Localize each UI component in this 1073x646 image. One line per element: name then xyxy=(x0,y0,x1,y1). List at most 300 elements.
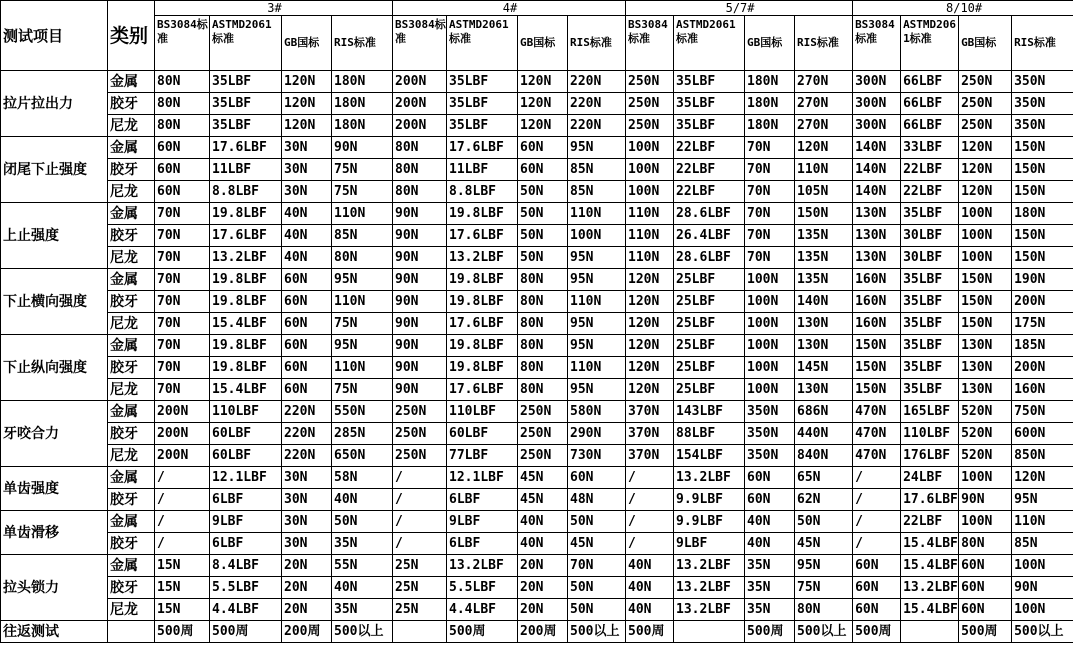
value-cell: 70N xyxy=(155,335,210,357)
value-cell: 6LBF xyxy=(447,489,518,511)
value-cell: 270N xyxy=(795,93,853,115)
value-cell: 60N xyxy=(282,335,332,357)
value-cell: 70N xyxy=(745,159,795,181)
value-cell: 80N xyxy=(155,71,210,93)
value-cell: 19.8LBF xyxy=(210,291,282,313)
value-cell: 48N xyxy=(568,489,626,511)
value-cell: 60N xyxy=(959,599,1012,621)
value-cell: 35LBF xyxy=(210,71,282,93)
category-cell: 胶牙 xyxy=(108,159,155,181)
value-cell: 8.8LBF xyxy=(447,181,518,203)
value-cell: 220N xyxy=(568,115,626,137)
value-cell: 66LBF xyxy=(901,93,959,115)
value-cell: 35LBF xyxy=(447,93,518,115)
value-cell: 88LBF xyxy=(674,423,745,445)
table-row xyxy=(1,555,1073,577)
table-row xyxy=(1,335,1073,357)
table-row xyxy=(1,401,1073,423)
value-cell: 300N xyxy=(853,71,901,93)
group-header-8-10: 8/10# xyxy=(853,1,1073,16)
value-cell: 140N xyxy=(853,137,901,159)
value-cell: 70N xyxy=(745,137,795,159)
value-cell: 300N xyxy=(853,93,901,115)
value-cell: / xyxy=(853,511,901,533)
value-cell: / xyxy=(155,489,210,511)
value-cell: 35N xyxy=(745,555,795,577)
value-cell: 190N xyxy=(1012,269,1073,291)
value-cell: 60LBF xyxy=(210,423,282,445)
value-cell: 13.2LBF xyxy=(674,599,745,621)
header-item: 测试项目 xyxy=(1,1,108,71)
value-cell: 135N xyxy=(795,247,853,269)
value-cell: 13.2LBF xyxy=(674,467,745,489)
value-cell: 220N xyxy=(568,93,626,115)
value-cell: 150N xyxy=(853,357,901,379)
category-cell: 金属 xyxy=(108,511,155,533)
value-cell: 55N xyxy=(332,555,393,577)
standard-header: RIS标准 xyxy=(332,16,393,71)
group-header-3: 3# xyxy=(155,1,393,16)
value-cell: 850N xyxy=(1012,445,1073,467)
value-cell: 90N xyxy=(393,379,447,401)
value-cell: 100N xyxy=(745,335,795,357)
value-cell: / xyxy=(626,467,674,489)
value-cell: 90N xyxy=(393,335,447,357)
value-cell: 66LBF xyxy=(901,115,959,137)
table-row xyxy=(1,181,1073,203)
value-cell: 17.6LBF xyxy=(447,313,518,335)
value-cell: 100N xyxy=(568,225,626,247)
value-cell: 180N xyxy=(745,71,795,93)
value-cell: 25N xyxy=(393,599,447,621)
category-cell: 尼龙 xyxy=(108,115,155,137)
value-cell: 17.6LBF xyxy=(901,489,959,511)
value-cell: 70N xyxy=(745,225,795,247)
value-cell: 100N xyxy=(626,137,674,159)
value-cell: 80N xyxy=(518,269,568,291)
value-cell: 6LBF xyxy=(210,533,282,555)
value-cell: 80N xyxy=(518,379,568,401)
value-cell: 15N xyxy=(155,555,210,577)
table-row xyxy=(1,423,1073,445)
value-cell: 250N xyxy=(518,423,568,445)
value-cell: 110N xyxy=(332,203,393,225)
value-cell: 120N xyxy=(282,71,332,93)
value-cell: 35LBF xyxy=(901,335,959,357)
value-cell: 90N xyxy=(393,291,447,313)
value-cell: 70N xyxy=(155,357,210,379)
value-cell: 95N xyxy=(568,247,626,269)
value-cell: 520N xyxy=(959,445,1012,467)
value-cell: 154LBF xyxy=(674,445,745,467)
value-cell: 75N xyxy=(332,181,393,203)
value-cell: 60N xyxy=(282,291,332,313)
value-cell: 8.8LBF xyxy=(210,181,282,203)
value-cell: 80N xyxy=(393,181,447,203)
value-cell: 90N xyxy=(393,269,447,291)
value-cell: 200N xyxy=(155,445,210,467)
test-item-name: 单齿强度 xyxy=(1,467,108,511)
value-cell: 250N xyxy=(626,115,674,137)
value-cell: 40N xyxy=(332,577,393,599)
category-cell: 胶牙 xyxy=(108,357,155,379)
value-cell: 100N xyxy=(959,203,1012,225)
value-cell: 35N xyxy=(332,533,393,555)
value-cell: 135N xyxy=(795,225,853,247)
value-cell: 200N xyxy=(393,93,447,115)
value-cell: 30N xyxy=(282,137,332,159)
table-row xyxy=(1,621,1073,643)
value-cell: 95N xyxy=(568,379,626,401)
value-cell: 19.8LBF xyxy=(447,357,518,379)
value-cell: 80N xyxy=(518,335,568,357)
value-cell: 100N xyxy=(745,379,795,401)
value-cell: 100N xyxy=(745,291,795,313)
value-cell: 176LBF xyxy=(901,445,959,467)
value-cell: 250N xyxy=(626,71,674,93)
category-cell: 胶牙 xyxy=(108,93,155,115)
table-row xyxy=(1,599,1073,621)
value-cell: 60N xyxy=(282,313,332,335)
value-cell: 110N xyxy=(332,357,393,379)
value-cell: / xyxy=(853,533,901,555)
value-cell: 20N xyxy=(518,555,568,577)
value-cell: 120N xyxy=(626,313,674,335)
value-cell: 80N xyxy=(518,357,568,379)
value-cell: 35LBF xyxy=(901,291,959,313)
value-cell: 150N xyxy=(853,335,901,357)
value-cell: 19.8LBF xyxy=(210,269,282,291)
value-cell: 140N xyxy=(853,181,901,203)
value-cell: 25LBF xyxy=(674,269,745,291)
value-cell: 40N xyxy=(282,203,332,225)
value-cell: 110N xyxy=(568,291,626,313)
value-cell: 110N xyxy=(626,225,674,247)
standard-header: RIS标准 xyxy=(568,16,626,71)
test-item-name: 拉片拉出力 xyxy=(1,71,108,137)
value-cell: 180N xyxy=(745,115,795,137)
value-cell: 80N xyxy=(155,93,210,115)
value-cell: 150N xyxy=(1012,137,1073,159)
value-cell: 110N xyxy=(626,247,674,269)
value-cell: 500周 xyxy=(447,621,518,643)
value-cell: 130N xyxy=(853,225,901,247)
value-cell: 370N xyxy=(626,401,674,423)
value-cell: 9LBF xyxy=(210,511,282,533)
value-cell: 120N xyxy=(795,137,853,159)
value-cell: 500周 xyxy=(853,621,901,643)
value-cell: 22LBF xyxy=(674,137,745,159)
value-cell: 120N xyxy=(959,181,1012,203)
value-cell: 750N xyxy=(1012,401,1073,423)
value-cell: 40N xyxy=(626,599,674,621)
value-cell: 60N xyxy=(155,181,210,203)
value-cell: 130N xyxy=(959,357,1012,379)
value-cell: 60N xyxy=(282,357,332,379)
value-cell: 13.2LBF xyxy=(674,555,745,577)
value-cell: 90N xyxy=(1012,577,1073,599)
value-cell: 110N xyxy=(332,291,393,313)
value-cell: 30LBF xyxy=(901,225,959,247)
value-cell: 40N xyxy=(745,533,795,555)
value-cell: 22LBF xyxy=(674,159,745,181)
value-cell: 60N xyxy=(568,467,626,489)
value-cell xyxy=(393,621,447,643)
value-cell: 730N xyxy=(568,445,626,467)
test-item-name: 拉头锁力 xyxy=(1,555,108,621)
value-cell: 19.8LBF xyxy=(447,269,518,291)
table-row xyxy=(1,115,1073,137)
value-cell: 75N xyxy=(332,313,393,335)
value-cell: 60N xyxy=(853,577,901,599)
value-cell: 650N xyxy=(332,445,393,467)
value-cell: 80N xyxy=(393,137,447,159)
value-cell: 70N xyxy=(155,379,210,401)
value-cell: 15.4LBF xyxy=(210,379,282,401)
value-cell: 150N xyxy=(795,203,853,225)
value-cell: 35N xyxy=(745,599,795,621)
value-cell: 250N xyxy=(393,445,447,467)
value-cell: 250N xyxy=(959,71,1012,93)
value-cell: 120N xyxy=(626,269,674,291)
table-row xyxy=(1,269,1073,291)
value-cell: 95N xyxy=(332,269,393,291)
value-cell: 15.4LBF xyxy=(210,313,282,335)
value-cell: 20N xyxy=(282,555,332,577)
value-cell: 45N xyxy=(518,489,568,511)
category-cell: 胶牙 xyxy=(108,423,155,445)
value-cell: 15.4LBF xyxy=(901,599,959,621)
value-cell: 220N xyxy=(568,71,626,93)
standard-header: ASTMD2061标准 xyxy=(447,16,518,71)
category-cell: 金属 xyxy=(108,71,155,93)
value-cell: 75N xyxy=(332,379,393,401)
table-row xyxy=(1,313,1073,335)
value-cell: 130N xyxy=(959,379,1012,401)
value-cell: 120N xyxy=(626,379,674,401)
value-cell: 80N xyxy=(332,247,393,269)
value-cell: 250N xyxy=(393,423,447,445)
value-cell: 60N xyxy=(745,467,795,489)
value-cell: 80N xyxy=(795,599,853,621)
value-cell: 120N xyxy=(518,93,568,115)
value-cell: 120N xyxy=(959,159,1012,181)
table-row xyxy=(1,93,1073,115)
value-cell: 100N xyxy=(626,159,674,181)
value-cell: 100N xyxy=(745,313,795,335)
value-cell: 90N xyxy=(959,489,1012,511)
value-cell: 300N xyxy=(853,115,901,137)
value-cell: 22LBF xyxy=(674,181,745,203)
value-cell: 90N xyxy=(393,357,447,379)
value-cell: 60N xyxy=(282,269,332,291)
standard-header: BS3084标准 xyxy=(393,16,447,71)
value-cell: 110LBF xyxy=(901,423,959,445)
value-cell: / xyxy=(626,533,674,555)
value-cell: 60N xyxy=(155,159,210,181)
value-cell: 60N xyxy=(518,137,568,159)
table-row xyxy=(1,225,1073,247)
category-cell: 尼龙 xyxy=(108,181,155,203)
value-cell: 30N xyxy=(282,181,332,203)
test-item-name: 单齿滑移 xyxy=(1,511,108,555)
value-cell: 100N xyxy=(959,511,1012,533)
value-cell: 70N xyxy=(745,203,795,225)
value-cell: 350N xyxy=(745,401,795,423)
value-cell: 185N xyxy=(1012,335,1073,357)
value-cell: 95N xyxy=(568,335,626,357)
value-cell xyxy=(674,621,745,643)
value-cell: 58N xyxy=(332,467,393,489)
value-cell: 85N xyxy=(1012,533,1073,555)
value-cell: 100N xyxy=(1012,555,1073,577)
value-cell: 120N xyxy=(626,335,674,357)
value-cell: 440N xyxy=(795,423,853,445)
value-cell: 500周 xyxy=(626,621,674,643)
value-cell: 90N xyxy=(393,203,447,225)
value-cell: 200N xyxy=(155,401,210,423)
value-cell: 250N xyxy=(393,401,447,423)
value-cell: 77LBF xyxy=(447,445,518,467)
value-cell: 350N xyxy=(745,423,795,445)
value-cell: 100N xyxy=(959,225,1012,247)
value-cell: 15N xyxy=(155,599,210,621)
category-cell: 尼龙 xyxy=(108,379,155,401)
value-cell: 9.9LBF xyxy=(674,489,745,511)
header-row-standards xyxy=(1,16,1073,71)
value-cell: 17.6LBF xyxy=(447,137,518,159)
value-cell: 160N xyxy=(853,313,901,335)
value-cell: 50N xyxy=(568,599,626,621)
value-cell: 90N xyxy=(393,313,447,335)
value-cell: 120N xyxy=(626,291,674,313)
value-cell: 19.8LBF xyxy=(210,335,282,357)
value-cell: / xyxy=(155,533,210,555)
value-cell: 25LBF xyxy=(674,357,745,379)
table-row xyxy=(1,71,1073,93)
test-item-name: 下止纵向强度 xyxy=(1,335,108,401)
value-cell: 35LBF xyxy=(674,71,745,93)
standard-header: RIS标准 xyxy=(1012,16,1073,71)
value-cell: 500以上 xyxy=(795,621,853,643)
value-cell: 500周 xyxy=(745,621,795,643)
value-cell: 40N xyxy=(745,511,795,533)
value-cell: 100N xyxy=(959,247,1012,269)
value-cell: 22LBF xyxy=(901,181,959,203)
value-cell: 40N xyxy=(626,555,674,577)
value-cell: 160N xyxy=(853,269,901,291)
table-row xyxy=(1,445,1073,467)
value-cell: / xyxy=(393,533,447,555)
value-cell: 35LBF xyxy=(901,379,959,401)
value-cell: 35LBF xyxy=(901,313,959,335)
value-cell: 150N xyxy=(1012,225,1073,247)
value-cell: / xyxy=(393,467,447,489)
category-cell: 金属 xyxy=(108,203,155,225)
value-cell: 580N xyxy=(568,401,626,423)
value-cell: 100N xyxy=(745,269,795,291)
table-row xyxy=(1,137,1073,159)
value-cell: 60N xyxy=(959,555,1012,577)
table-row xyxy=(1,247,1073,269)
value-cell: 19.8LBF xyxy=(447,291,518,313)
value-cell: 66LBF xyxy=(901,71,959,93)
value-cell: 100N xyxy=(626,181,674,203)
test-item-name: 牙咬合力 xyxy=(1,401,108,467)
value-cell: 28.6LBF xyxy=(674,247,745,269)
value-cell: 13.2LBF xyxy=(447,247,518,269)
value-cell: 160N xyxy=(853,291,901,313)
value-cell: 500周 xyxy=(210,621,282,643)
value-cell: 17.6LBF xyxy=(447,225,518,247)
value-cell: 120N xyxy=(282,115,332,137)
value-cell: 40N xyxy=(518,533,568,555)
value-cell: 180N xyxy=(332,71,393,93)
value-cell: 70N xyxy=(745,247,795,269)
value-cell: 110N xyxy=(568,357,626,379)
value-cell: 520N xyxy=(959,423,1012,445)
value-cell: 120N xyxy=(959,137,1012,159)
value-cell: 200N xyxy=(1012,357,1073,379)
table-row xyxy=(1,467,1073,489)
category-cell: 尼龙 xyxy=(108,445,155,467)
value-cell: 12.1LBF xyxy=(447,467,518,489)
standard-header: ASTMD2061标准 xyxy=(210,16,282,71)
value-cell: 95N xyxy=(332,335,393,357)
value-cell: / xyxy=(393,489,447,511)
value-cell: 160N xyxy=(1012,379,1073,401)
value-cell: 9LBF xyxy=(447,511,518,533)
value-cell: 95N xyxy=(568,313,626,335)
standard-header: GB国标 xyxy=(745,16,795,71)
value-cell: 50N xyxy=(568,577,626,599)
value-cell: 40N xyxy=(282,247,332,269)
value-cell: 110N xyxy=(1012,511,1073,533)
value-cell: 150N xyxy=(959,269,1012,291)
value-cell: 19.8LBF xyxy=(210,357,282,379)
table-row xyxy=(1,379,1073,401)
value-cell: 370N xyxy=(626,445,674,467)
standard-header: ASTMD2061标准 xyxy=(674,16,745,71)
value-cell: 150N xyxy=(853,379,901,401)
value-cell: 28.6LBF xyxy=(674,203,745,225)
test-item-name: 下止横向强度 xyxy=(1,269,108,335)
value-cell: 33LBF xyxy=(901,137,959,159)
value-cell: 13.2LBF xyxy=(674,577,745,599)
test-item-name: 闭尾下止强度 xyxy=(1,137,108,203)
value-cell: 9.9LBF xyxy=(674,511,745,533)
value-cell: 90N xyxy=(332,137,393,159)
table-row xyxy=(1,577,1073,599)
standard-header: BS3084标准 xyxy=(626,16,674,71)
value-cell: 100N xyxy=(1012,599,1073,621)
value-cell: / xyxy=(626,511,674,533)
value-cell: 60N xyxy=(282,379,332,401)
standard-header: GB国标 xyxy=(282,16,332,71)
value-cell: 35LBF xyxy=(210,115,282,137)
value-cell: 150N xyxy=(959,291,1012,313)
value-cell: 70N xyxy=(155,269,210,291)
value-cell: 35N xyxy=(332,599,393,621)
value-cell: 40N xyxy=(332,489,393,511)
value-cell: 35N xyxy=(745,577,795,599)
value-cell: / xyxy=(853,489,901,511)
value-cell: 130N xyxy=(959,335,1012,357)
value-cell: 220N xyxy=(282,401,332,423)
value-cell: 500以上 xyxy=(332,621,393,643)
value-cell: 175N xyxy=(1012,313,1073,335)
value-cell: 135N xyxy=(795,269,853,291)
